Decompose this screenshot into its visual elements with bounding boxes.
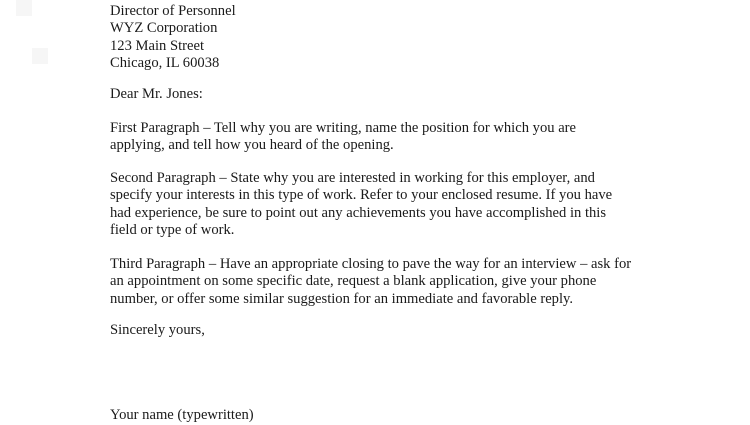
paragraph-line: an appointment on some specific date, request a blank application, give your phone bbox=[110, 273, 597, 290]
paragraph-line: had experience, be sure to point out any achievements you have accomplished in this bbox=[110, 204, 607, 221]
recipient-address bbox=[110, 3, 670, 73]
recipient-street: 123 Main Street bbox=[110, 37, 205, 54]
paragraph-line: field or type of work. bbox=[110, 222, 235, 239]
recipient-city-state-zip: Chicago, IL 60038 bbox=[110, 55, 220, 72]
paragraph-second bbox=[110, 170, 670, 240]
paragraph-line: specify your interests in this type of work. Refer to your enclosed resume. If you have bbox=[110, 187, 613, 204]
paragraph-line: Second Paragraph – State why you are interested in working for this employer, and bbox=[110, 170, 595, 186]
paragraph-line: applying, and tell how you heard of the opening. bbox=[110, 137, 394, 154]
paragraph-line: First Paragraph – Tell why you are writing, name the position for which you are bbox=[110, 120, 577, 136]
paragraph-line: Third Paragraph – Have an appropriate closing to pave the way for an interview – ask for bbox=[110, 256, 632, 272]
paragraph-line: number, or offer some similar suggestion for an immediate and favorable reply. bbox=[110, 290, 574, 307]
recipient-title: Director of Personnel bbox=[110, 3, 236, 19]
scan-artifact bbox=[16, 0, 32, 16]
signature-text: Your name (typewritten) bbox=[110, 407, 254, 423]
signature bbox=[110, 407, 670, 424]
closing bbox=[110, 322, 670, 339]
paragraph-first bbox=[110, 120, 670, 155]
paragraph-third bbox=[110, 256, 670, 308]
scan-artifact bbox=[32, 48, 48, 64]
recipient-company: WYZ Corporation bbox=[110, 20, 218, 37]
salutation-text: Dear Mr. Jones: bbox=[110, 86, 203, 102]
salutation bbox=[110, 86, 670, 103]
closing-text: Sincerely yours, bbox=[110, 322, 205, 338]
